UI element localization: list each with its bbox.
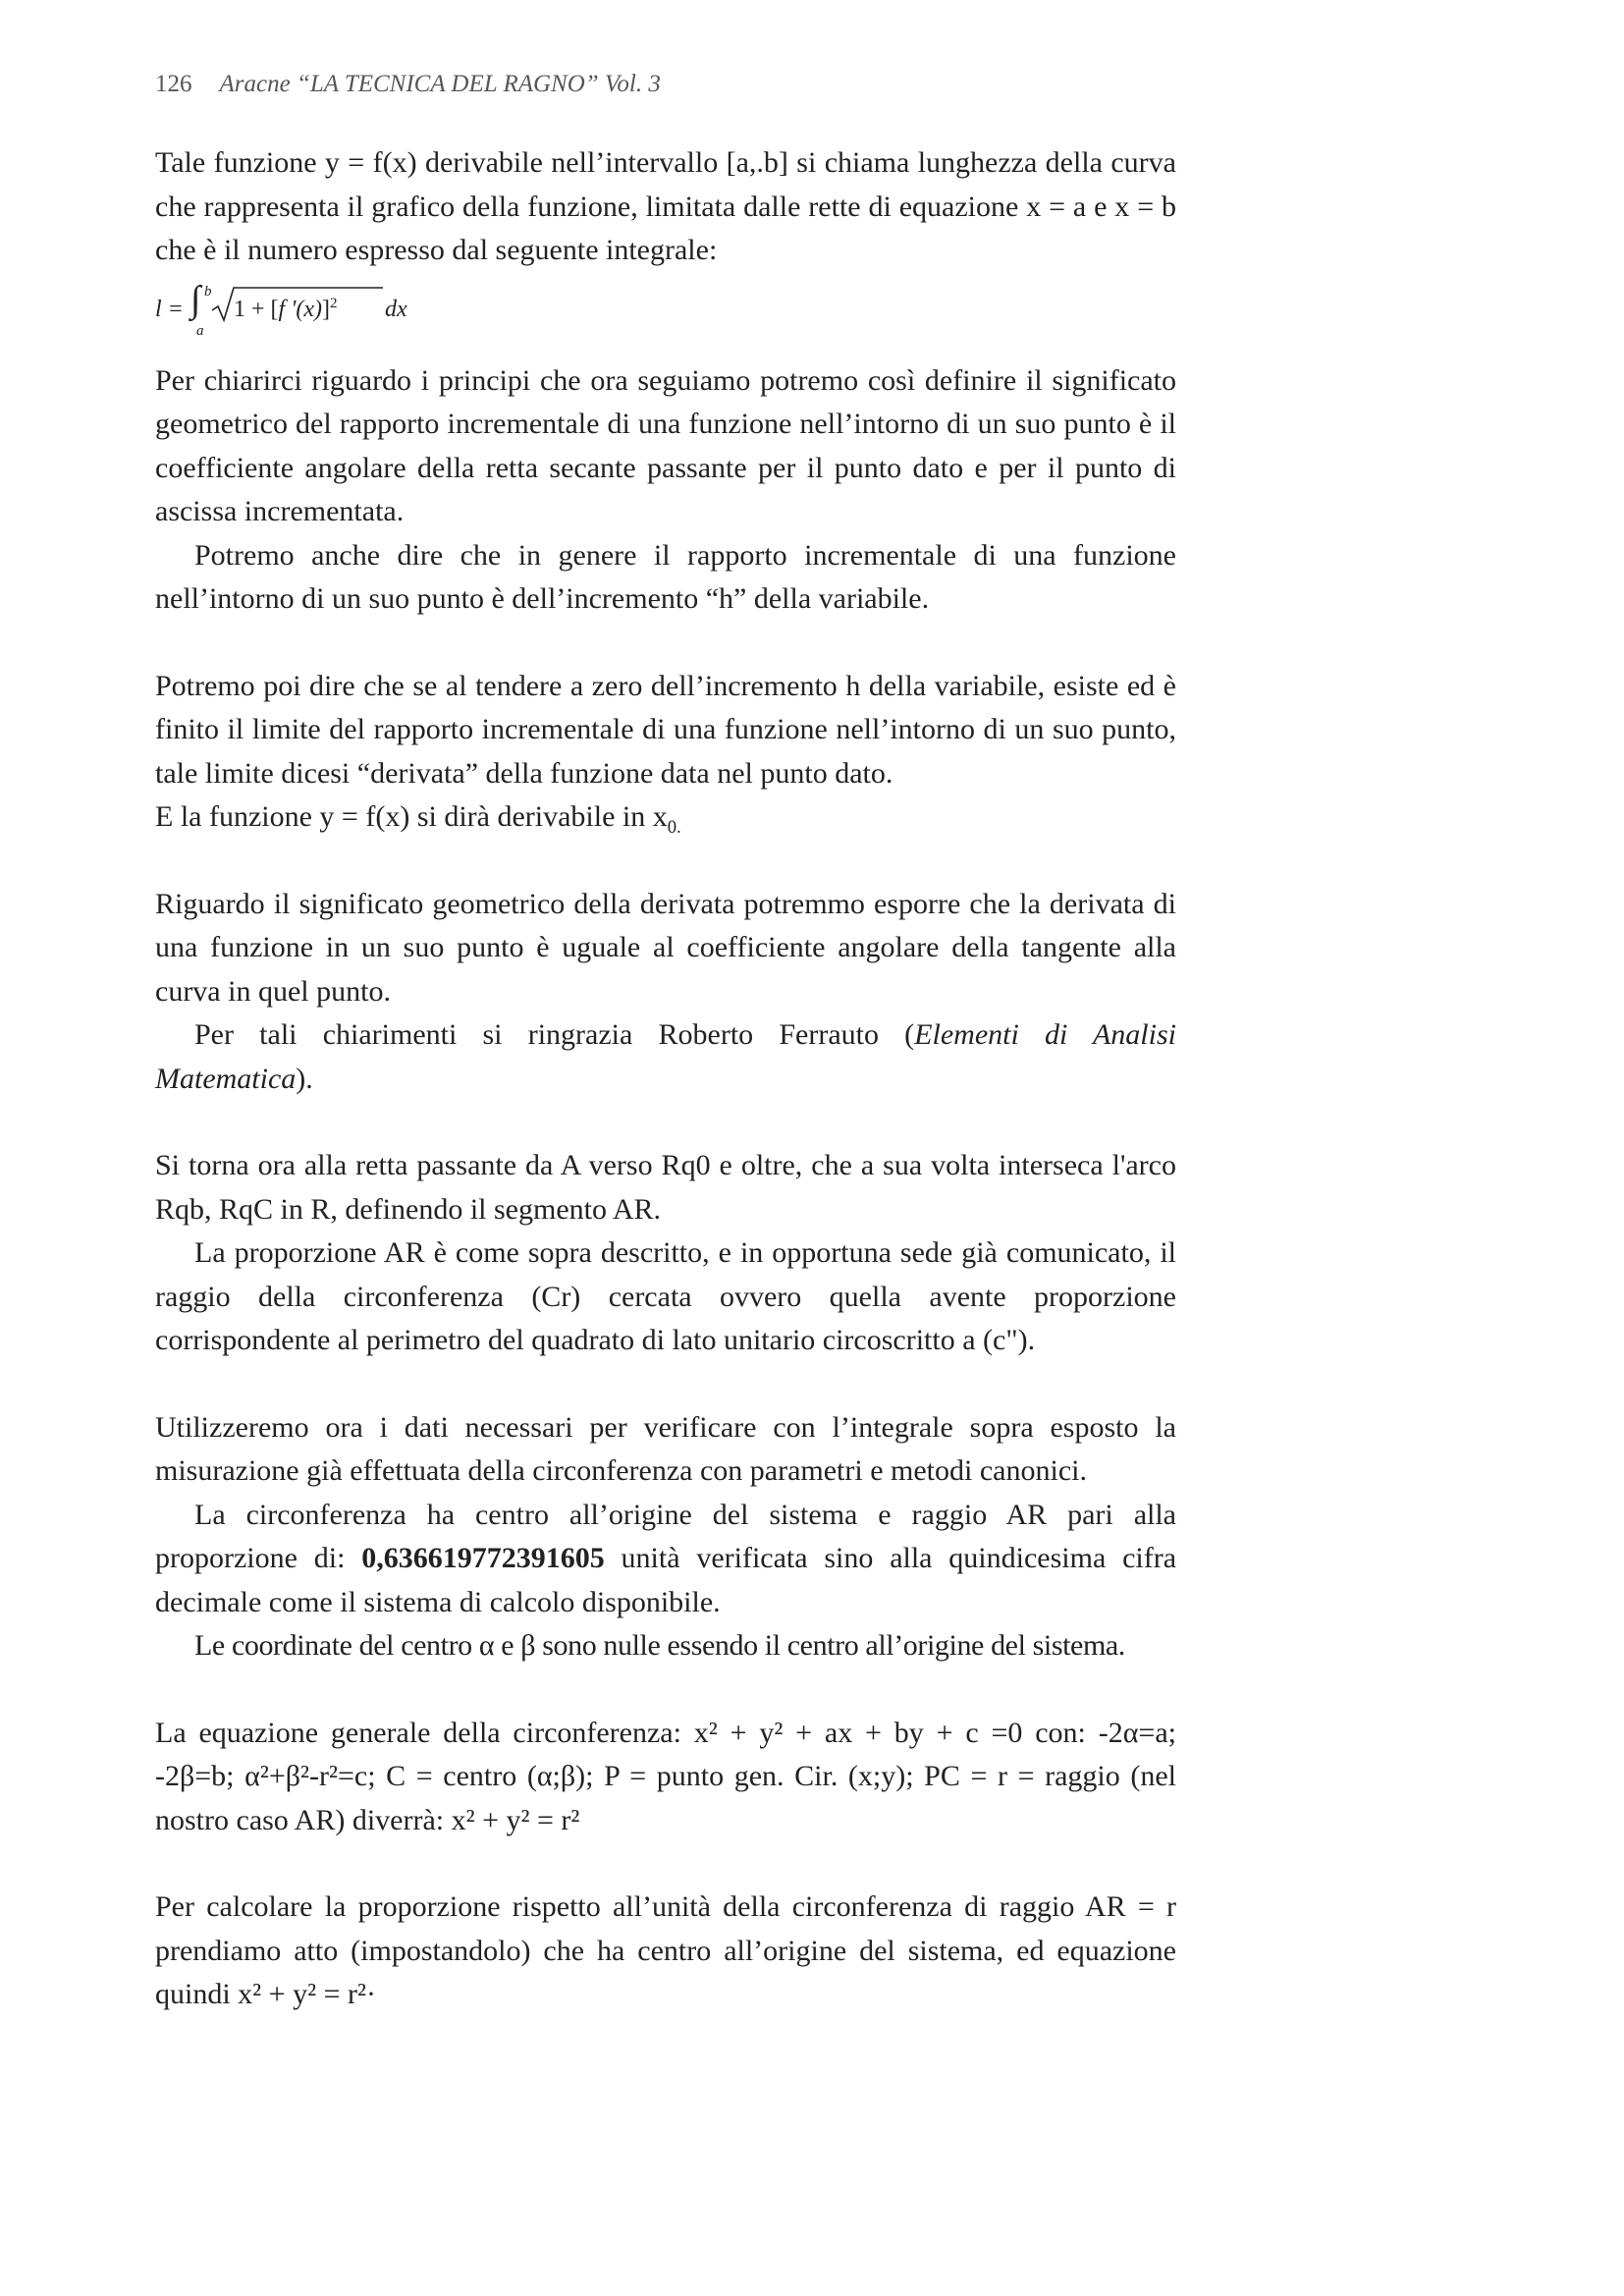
paragraph-4: Potremo poi dire che se al tendere a zero dell’incremento h della variabile, esiste ed è finito il limite del rapporto incrementale di una funzione nell’intorno di un suo punto, tale limite dicesi “derivata” della funzione data nel punto dato.	[155, 669, 1176, 790]
formula-lhs: l =	[155, 296, 184, 322]
formula-dx: dx	[385, 296, 407, 322]
running-title: Aracne “LA TECNICA DEL RAGNO” Vol. 3	[219, 71, 661, 97]
integral-upper-limit: b	[204, 283, 212, 300]
integral-lower-limit: a	[196, 322, 204, 339]
paragraph-1: Tale funzione y = f(x) derivabile nell’intervallo [a,.b] si chiama lunghezza della curva che rappresenta il grafico della funzione, limitata dalle rette di equazione x = a e x = b che è il numero espresso dal seguente integrale:	[155, 146, 1176, 266]
body-text	[155, 141, 1176, 2017]
paragraph-2: Per chiarirci riguardo i principi che ora seguiamo potremo così definire il significato geometrico del rapporto incrementale di una funzione nell’intorno di un suo punto è il coefficiente angolare della retta secante passante per il punto dato e per il punto di ascissa incrementata.	[155, 363, 1176, 527]
paragraph-13: Per calcolare la proporzione rispetto all’unità della circonferenza di raggio AR = r prendiamo atto (impostandolo) che ha centro all’origine del sistema, ed equazione quindi x² + y² = r²·	[155, 1890, 1176, 2010]
citation-title: Elementi di Analisi Matematica	[155, 1018, 1176, 1095]
paragraph-9: Utilizzeremo ora i dati necessari per verificare con l’integrale sopra esposto la misurazione già effettuata della circonferenza con parametri e metodi canonici.	[155, 1410, 1176, 1487]
page-number: 126	[155, 71, 192, 97]
paragraph-4-line-2: E la funzione y = f(x) si dirà derivabile in $x_{0.}$	[155, 800, 681, 838]
paragraph-10: La circonferenza ha centro all’origine del sistema e raggio AR pari alla proporzione di: 0,636619772391605 unità verificata sino alla quindicesima cifra decimale come il sistema di calcolo disponibile.	[155, 1498, 1177, 1618]
integral-sign: ∫	[190, 278, 201, 320]
arc-length-formula	[155, 277, 1176, 342]
ratio-value: 0,636619772391605	[361, 1542, 605, 1574]
paragraph-7: Si torna ora alla retta passante da A verso Rq0 e oltre, che a sua volta interseca l'arco Rqb, RqC in R, definendo il segmento AR.	[155, 1149, 1176, 1226]
paragraph-3: Potremo anche dire che in genere il rapporto incrementale di una funzione nell’intorno di un suo punto è dell’incremento “h” della variabile.	[155, 538, 1176, 615]
paragraph-11: Le coordinate del centro α e β sono nulle essendo il centro all’origine del sistema.	[194, 1629, 1125, 1662]
paragraph-6: Per tali chiarimenti si ringrazia Roberto Ferrauto (Elementi di Analisi Matematica).	[155, 1018, 1176, 1095]
paragraph-12: La equazione generale della circonferenza: x² + y² + ax + by + c =0 con: -2α=a; -2β=b; α²+β²-r²=c; C = centro (α;β); P = punto gen. Cir. (x;y); PC = r = raggio (nel nostro caso AR) diverrà: x² + y² = r²	[155, 1716, 1176, 1836]
formula-radicand: 1 + [f '(x)]$^2$	[234, 295, 338, 322]
running-header	[155, 71, 661, 98]
paragraph-5: Riguardo il significato geometrico della derivata potremmo esporre che la derivata di una funzione in un suo punto è uguale al coefficiente angolare della tangente alla curva in quel punto.	[155, 887, 1176, 1008]
paragraph-8: La proporzione AR è come sopra descritto, e in opportuna sede già comunicato, il raggio della circonferenza (Cr) cercata ovvero quella avente proporzione corrispondente al perimetro del quadrato di lato unitario circoscritto a (c").	[155, 1236, 1176, 1356]
